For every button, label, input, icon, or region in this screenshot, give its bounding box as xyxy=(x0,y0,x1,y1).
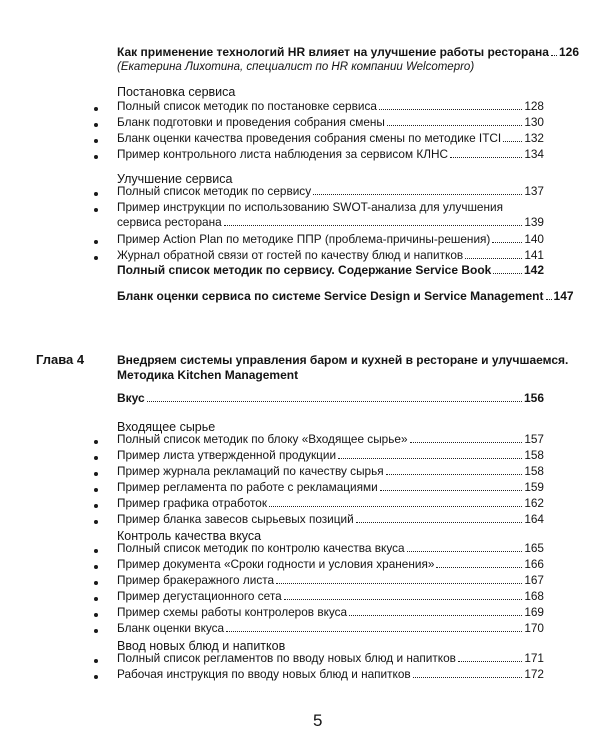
toc-item xyxy=(117,101,544,113)
toc-entry-service-book xyxy=(117,264,544,276)
dot-leader xyxy=(276,583,522,584)
item-text: Пример контрольного листа наблюдения за сервисом КЛНС xyxy=(117,147,448,161)
entry-page: 147 xyxy=(553,289,574,303)
toc-item xyxy=(117,669,544,681)
dot-leader xyxy=(284,599,523,600)
bullet-icon xyxy=(94,107,98,111)
dot-leader xyxy=(349,615,522,616)
item-page: 162 xyxy=(524,496,544,510)
bullet-icon xyxy=(94,659,98,663)
bullet-icon xyxy=(94,504,98,508)
item-text: Пример листа утвержденной продукции xyxy=(117,448,337,462)
bullet-icon xyxy=(94,520,98,524)
section-title-service-improve: Улучшение сервиса xyxy=(117,172,233,186)
bullet-icon xyxy=(94,549,98,553)
item-page: 169 xyxy=(524,605,544,619)
dot-leader xyxy=(356,522,523,523)
section-title-service-setup: Постановка сервиса xyxy=(117,85,236,99)
toc-item xyxy=(117,514,544,526)
dot-leader xyxy=(313,194,522,195)
item-page: 159 xyxy=(524,480,544,494)
item-page: 171 xyxy=(524,651,544,665)
toc-item xyxy=(117,607,544,619)
dot-leader xyxy=(458,661,522,662)
bullet-icon xyxy=(94,240,98,244)
dot-leader xyxy=(465,258,522,259)
bullet-icon xyxy=(94,565,98,569)
dot-leader xyxy=(380,490,523,491)
item-text: Полный список методик по сервису xyxy=(117,184,312,198)
item-text: Пример журнала рекламаций по качеству сырья xyxy=(117,464,384,478)
item-page: 164 xyxy=(524,512,544,526)
toc-item xyxy=(117,482,544,494)
item-page: 141 xyxy=(524,248,544,262)
toc-entry-service-design xyxy=(117,289,574,303)
dot-leader xyxy=(407,551,523,552)
toc-item xyxy=(117,217,544,229)
item-text: Журнал обратной связи от гостей по качеству блюд и напитков xyxy=(117,248,464,262)
entry-page: 156 xyxy=(523,391,544,405)
item-text: Полный список методик по постановке сервиса xyxy=(117,99,377,113)
section-title-quality: Контроль качества вкуса xyxy=(117,529,262,543)
toc-item xyxy=(117,591,544,603)
toc-item xyxy=(117,575,544,587)
toc-item xyxy=(117,466,544,478)
entry-title: Полный список методик по сервису. Содержание Service Book xyxy=(117,263,492,277)
page-number: 5 xyxy=(313,711,323,730)
dot-leader xyxy=(338,458,522,459)
toc-item xyxy=(117,623,544,635)
bullet-icon xyxy=(94,613,98,617)
bullet-icon xyxy=(94,581,98,585)
item-text: Пример регламента по работе с рекламациями xyxy=(117,480,378,494)
dot-leader xyxy=(269,506,522,507)
bullet-icon xyxy=(94,440,98,444)
bullet-icon xyxy=(94,472,98,476)
dot-leader xyxy=(436,567,522,568)
item-page: 158 xyxy=(524,464,544,478)
item-text: Пример схемы работы контролеров вкуса xyxy=(117,605,348,619)
toc-item xyxy=(117,234,544,246)
item-text: Полный список регламентов по вводу новых блюд и напитков xyxy=(117,651,456,665)
dot-leader xyxy=(551,55,557,56)
dot-leader xyxy=(546,299,552,300)
chapter-title-line1: Внедряем системы управления баром и кухней в ресторане и улучшаемся. xyxy=(117,353,569,367)
dot-leader xyxy=(147,401,522,402)
item-text: Полный список методик по контролю качества вкуса xyxy=(117,541,405,555)
item-text: Бланк оценки качества проведения собрания смены по методике ITCI xyxy=(117,131,502,145)
entry-title: Вкус xyxy=(117,391,145,405)
entry-title: Бланк оценки сервиса по системе Service Design и Service Management xyxy=(117,289,544,303)
toc-item xyxy=(117,653,544,665)
dot-leader xyxy=(493,273,522,274)
bullet-icon xyxy=(94,629,98,633)
bullet-icon xyxy=(94,192,98,196)
dot-leader xyxy=(387,125,522,126)
toc-entry-hr-technologies xyxy=(117,45,580,59)
item-page: 137 xyxy=(524,184,544,198)
dot-leader xyxy=(379,109,522,110)
toc-item xyxy=(117,498,544,510)
chapter-label: Глава 4 xyxy=(36,352,85,367)
toc-item xyxy=(117,186,544,198)
toc-item xyxy=(117,450,544,462)
item-page: 140 xyxy=(524,232,544,246)
toc-item xyxy=(117,543,544,555)
chapter-title-line2: Методика Kitchen Management xyxy=(117,368,299,382)
item-text: Бланк подготовки и проведения собрания смены xyxy=(117,115,385,129)
dot-leader xyxy=(503,141,522,142)
item-page: 168 xyxy=(524,589,544,603)
entry-title: Как применение технологий HR влияет на улучшение работы ресторана xyxy=(117,45,549,59)
item-text: Пример дегустационного сета xyxy=(117,589,282,603)
dot-leader xyxy=(450,157,522,158)
dot-leader xyxy=(386,474,523,475)
toc-item xyxy=(117,149,544,161)
item-text-continued: сервиса ресторана xyxy=(117,215,222,229)
bullet-icon xyxy=(94,155,98,159)
entry-page: 142 xyxy=(523,263,544,277)
item-page: 167 xyxy=(524,573,544,587)
item-page: 132 xyxy=(524,131,544,145)
toc-item xyxy=(117,117,544,129)
bullet-icon xyxy=(94,139,98,143)
toc-item xyxy=(117,133,544,145)
item-text: Пример графика отработок xyxy=(117,496,267,510)
dot-leader xyxy=(226,631,522,632)
item-page: 165 xyxy=(524,541,544,555)
item-page: 158 xyxy=(524,448,544,462)
item-text: Рабочая инструкция по вводу новых блюд и напитков xyxy=(117,667,411,681)
bullet-icon xyxy=(94,456,98,460)
toc-item xyxy=(117,559,544,571)
bullet-icon xyxy=(94,256,98,260)
item-text: Пример инструкции по использованию SWOT-анализа для улучшения xyxy=(117,200,503,214)
bullet-icon xyxy=(94,488,98,492)
dot-leader xyxy=(492,242,522,243)
item-text: Пример Action Plan по методике ППР (проблема-причины-решения) xyxy=(117,232,491,246)
item-text: Полный список методик по блоку «Входящее сырье» xyxy=(117,432,408,446)
bullet-icon xyxy=(94,208,98,212)
item-page: 134 xyxy=(524,147,544,161)
section-title-new: Ввод новых блюд и напитков xyxy=(117,639,286,653)
bullet-icon xyxy=(94,123,98,127)
entry-author: (Екатерина Лихотина, специалист по HR компании Welcomepro) xyxy=(117,61,475,73)
item-page: 130 xyxy=(524,115,544,129)
item-text: Пример бракеражного листа xyxy=(117,573,275,587)
section-title-raw: Входящее сырье xyxy=(117,420,216,434)
entry-page: 126 xyxy=(558,45,580,59)
bullet-icon xyxy=(94,597,98,601)
item-page: 166 xyxy=(524,557,544,571)
toc-item xyxy=(117,250,544,262)
dot-leader xyxy=(410,442,523,443)
toc-item xyxy=(117,434,544,446)
item-text: Пример документа «Сроки годности и условия хранения» xyxy=(117,557,435,571)
item-text: Пример бланка завесов сырьевых позиций xyxy=(117,512,354,526)
item-page: 170 xyxy=(524,621,544,635)
item-page: 157 xyxy=(524,432,544,446)
dot-leader xyxy=(413,677,523,678)
item-page: 128 xyxy=(524,99,544,113)
item-page: 139 xyxy=(524,215,544,229)
item-page: 172 xyxy=(524,667,544,681)
bullet-icon xyxy=(94,675,98,679)
toc-entry-taste xyxy=(117,392,544,404)
dot-leader xyxy=(224,225,523,226)
item-text: Бланк оценки вкуса xyxy=(117,621,225,635)
